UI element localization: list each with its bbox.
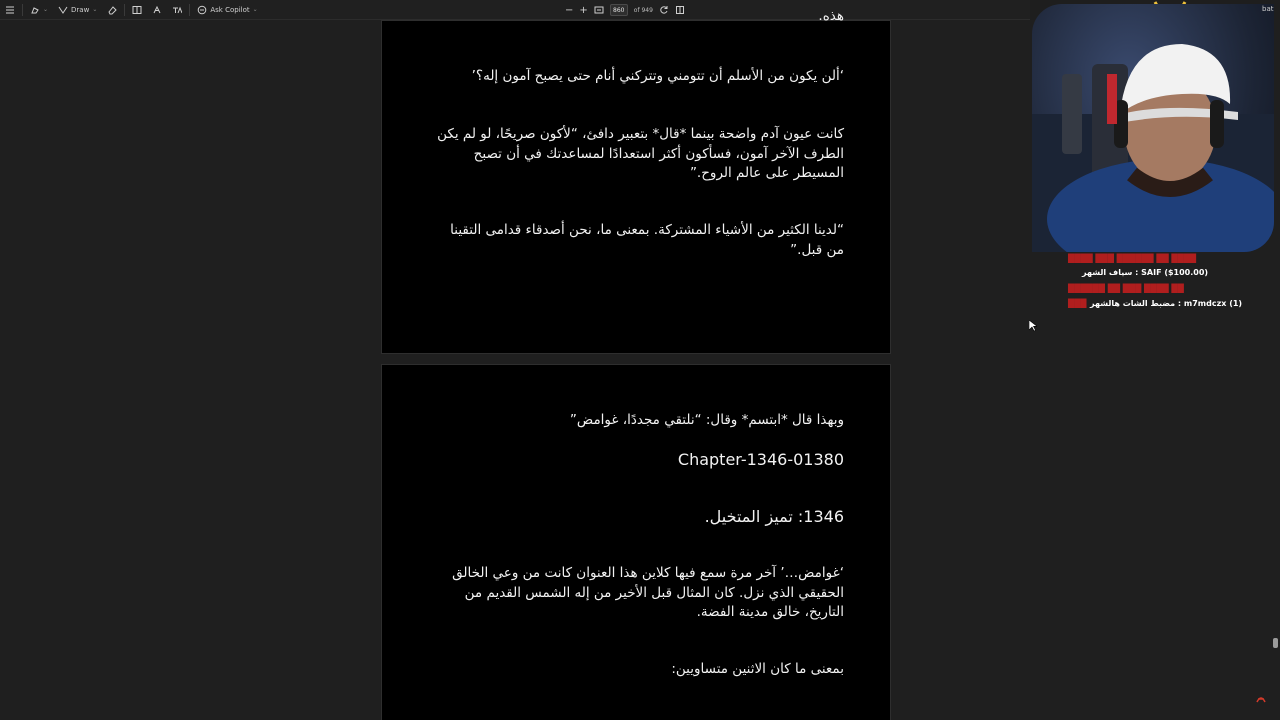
page-number-input[interactable]	[610, 4, 628, 16]
draw-button[interactable]	[53, 0, 102, 20]
paragraph: وبهذا قال *ابتسم* وقال: “نلتقي مجددًا، غوامض”	[569, 412, 844, 428]
ask-copilot-button[interactable]	[192, 0, 262, 20]
cut-off-text: هذه.	[818, 8, 844, 24]
overlay-cut-text: bat	[1262, 5, 1274, 13]
chapter-id: Chapter-1346-01380	[677, 450, 844, 469]
text-box-icon	[132, 5, 142, 15]
zoom-out-button[interactable]: −	[565, 4, 574, 16]
toolbar-divider	[124, 4, 125, 16]
webcam-overlay	[1032, 4, 1274, 252]
contents-button[interactable]	[0, 0, 20, 20]
list-icon	[5, 5, 15, 15]
read-aloud-icon	[152, 5, 162, 15]
zoom-in-button[interactable]: +	[579, 4, 588, 16]
read-aloud-button[interactable]	[147, 0, 167, 20]
paragraph: ‘ألن يكون من الأسلم أن تتومني وتتركني أنام حتى يصبح آمون إله؟’	[471, 68, 844, 84]
draw-label: Draw	[71, 5, 90, 14]
translate-icon	[172, 5, 182, 15]
pdf-page	[381, 364, 891, 720]
pdf-toolbar	[0, 0, 1030, 20]
toolbar-divider	[22, 4, 23, 16]
paragraph: ‘غوامض…’ آخر مرة سمع فيها كلاين هذا العنوان كانت من وعي الخالق الحقيقي الذي نزل. كان المثال قبل الأخير من إله الشمس القديم من التاريخ، خالق مدينة الفضة.	[452, 565, 844, 620]
text-box-button[interactable]	[127, 0, 147, 20]
overlay-top-donor: SAIF ($100.00) : سياف الشهر	[1082, 268, 1209, 277]
chevron-down-icon: ⌄	[92, 6, 98, 13]
ask-copilot-label: Ask Copilot	[210, 5, 250, 14]
mouse-cursor-icon	[1029, 320, 1037, 332]
paragraph: كانت عيون آدم واضحة بينما *قال* بتعبير دافئ، “لأكون صريحًا، لو لم يكن الطرف الآخر آمون، فسأكون أكثر استعدادًا لمساعدتك في أن تصبح المسيطر على عالم الروح.”	[437, 126, 844, 181]
highlighter-icon	[30, 5, 40, 15]
page-view-icon[interactable]	[675, 5, 685, 15]
rotate-icon[interactable]	[659, 5, 669, 15]
overlay-redacted-text: ████ ██ ██████ ███ ████	[1068, 254, 1197, 263]
toolbar-divider	[189, 4, 190, 16]
paragraph: “لدينا الكثير من الأشياء المشتركة. بمعنى ما، نحن أصدقاء قدامى التقينا من قبل.”	[450, 222, 844, 258]
chevron-down-icon: ⌄	[43, 6, 49, 13]
overlay-top-chatter: m7mdczx (1) : مضبط الشات هالشهر	[1090, 299, 1243, 308]
chapter-title: 1346: تميز المتخيل.	[704, 507, 844, 526]
pdf-icon	[1255, 692, 1267, 704]
page-total: of 949	[633, 6, 653, 14]
eraser-icon	[107, 5, 117, 15]
overlay-redacted-text: ██ ████ ███ ██ ██████	[1068, 284, 1184, 293]
scrollbar-thumb[interactable]	[1273, 638, 1278, 648]
pen-icon	[58, 5, 68, 15]
translate-button[interactable]	[167, 0, 187, 20]
chevron-down-icon: ⌄	[252, 6, 258, 13]
paragraph: بمعنى ما كان الاثنين متساويين:	[671, 661, 844, 677]
webcam-scene	[1032, 4, 1274, 252]
fit-page-icon[interactable]	[594, 5, 604, 15]
overlay-redacted-text: ███	[1068, 299, 1087, 308]
copilot-icon	[197, 5, 207, 15]
highlight-button[interactable]	[25, 0, 53, 20]
erase-button[interactable]	[102, 0, 122, 20]
page-navigation	[565, 0, 685, 20]
